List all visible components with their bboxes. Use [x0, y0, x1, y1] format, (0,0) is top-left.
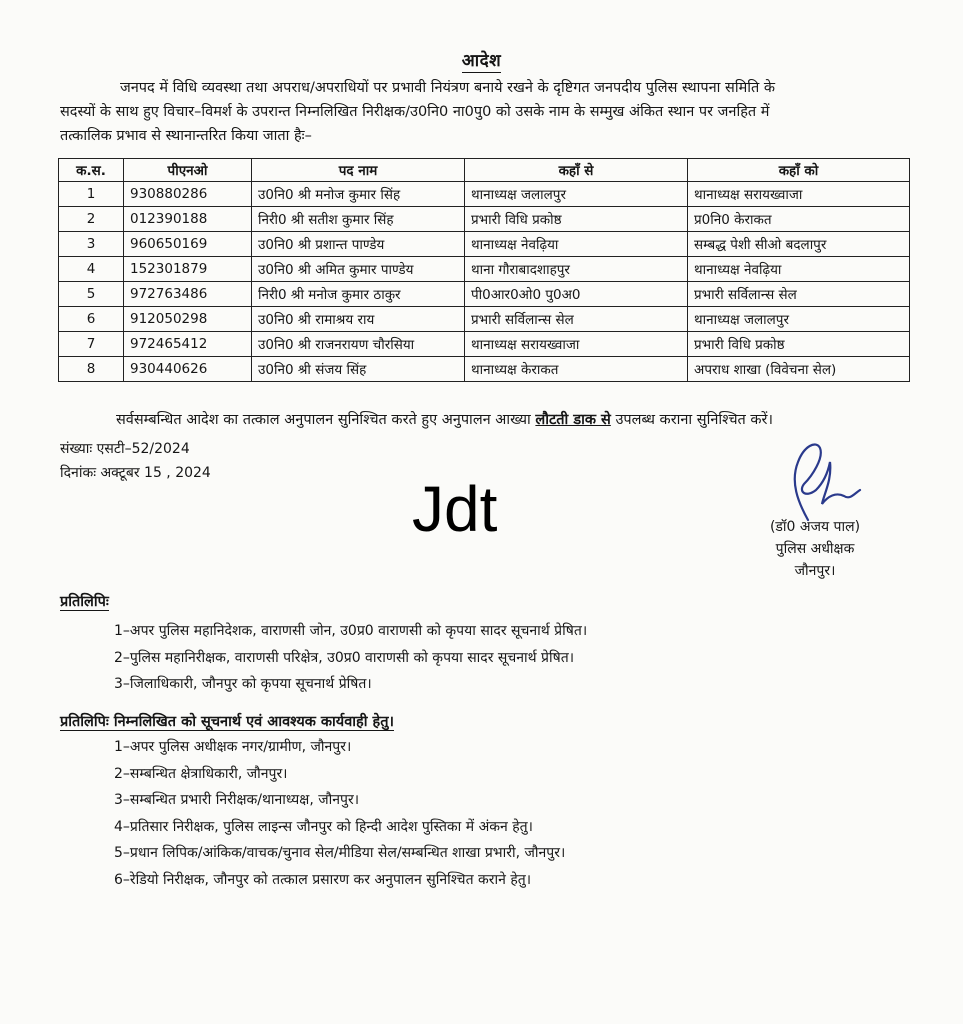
table-row	[59, 357, 910, 382]
table-row	[59, 332, 910, 357]
table-row	[59, 207, 910, 232]
serial-cell: 4	[59, 257, 124, 282]
signatory-designation: पुलिस अधीक्षक	[775, 541, 855, 557]
intro-line: सदस्यों के साथ हुए विचार–विमर्श के उपरान्त निम्नलिखित निरीक्षक/उ0नि0 ना0पु0 को उसके नाम के सम्मुख अंकित स्थान पर जनहित में	[60, 104, 770, 120]
list-item: 5–प्रधान लिपिक/आंकिक/वाचक/चुनाव सेल/मीडिया सेल/सम्बन्धित शाखा प्रभारी, जौनपुर।	[114, 845, 566, 861]
pno-cell: 972763486	[124, 282, 252, 307]
watermark-text: Jdt	[412, 473, 498, 545]
to-cell: अपराध शाखा (विवेचना सेल)	[688, 357, 910, 382]
name-cell: उ0नि0 श्री अमित कुमार पाण्डेय	[252, 257, 465, 282]
to-cell: थानाध्यक्ष सरायख्वाजा	[688, 182, 910, 207]
compliance-instruction	[60, 408, 920, 432]
to-cell: प्रभारी सर्विलान्स सेल	[688, 282, 910, 307]
table-row	[59, 307, 910, 332]
serial-cell: 6	[59, 307, 124, 332]
list-item: 3–सम्बन्धित प्रभारी निरीक्षक/थानाध्यक्ष, जौनपुर।	[114, 792, 360, 808]
list-item: 2–पुलिस महानिरीक्षक, वाराणसी परिक्षेत्र, उ0प्र0 वाराणसी को कृपया सादर सूचनार्थ प्रेषित।	[114, 649, 575, 666]
list-item: 4–प्रतिसार निरीक्षक, पुलिस लाइन्स जौनपुर को हिन्दी आदेश पुस्तिका में अंकन हेतु।	[114, 818, 533, 835]
list-item: 2–सम्बन्धित क्षेत्राधिकारी, जौनपुर।	[114, 765, 288, 782]
pno-cell: 152301879	[124, 257, 252, 282]
name-cell: उ0नि0 श्री राजनरायण चौरसिया	[252, 332, 465, 357]
to-cell: थानाध्यक्ष जलालपुर	[688, 307, 910, 332]
from-cell: प्रभारी सर्विलान्स सेल	[465, 307, 688, 332]
order-title: आदेश	[461, 51, 502, 71]
from-cell: थानाध्यक्ष केराकत	[465, 357, 688, 382]
header-to: कहाँ को	[688, 159, 910, 182]
from-cell: थानाध्यक्ष सरायख्वाजा	[465, 332, 688, 357]
from-cell: प्रभारी विधि प्रकोष्ठ	[465, 207, 688, 232]
name-cell: निरी0 श्री सतीश कुमार सिंह	[252, 207, 465, 232]
signatory-place: जौनपुर।	[794, 563, 836, 579]
name-cell: उ0नि0 श्री मनोज कुमार सिंह	[252, 182, 465, 207]
to-cell: सम्बद्ध पेशी सीओ बदलापुर	[688, 232, 910, 257]
serial-cell: 5	[59, 282, 124, 307]
to-cell: थानाध्यक्ष नेवढ़िया	[688, 257, 910, 282]
reference-number: संख्याः एसटी–52/2024	[60, 441, 190, 457]
header-from: कहाँ से	[465, 159, 688, 182]
list-item: 3–जिलाधिकारी, जौनपुर को कृपया सूचनार्थ प्रेषित।	[114, 676, 372, 692]
table-row	[59, 232, 910, 257]
list-item: 6–रेडियो निरीक्षक, जौनपुर को तत्काल प्रसारण कर अनुपालन सुनिश्चित कराने हेतु।	[114, 871, 532, 888]
serial-cell: 2	[59, 207, 124, 232]
name-cell: उ0नि0 श्री प्रशान्त पाण्डेय	[252, 232, 465, 257]
copy-heading: प्रतिलिपिः	[60, 594, 109, 610]
name-cell: उ0नि0 श्री संजय सिंह	[252, 357, 465, 382]
header-pno: पीएनओ	[124, 159, 252, 182]
copy-action-heading: प्रतिलिपिः निम्नलिखित को सूचनार्थ एवं आवश्यक कार्यवाही हेतु।	[60, 714, 394, 730]
reference-date: दिनांकः अक्टूबर 15 , 2024	[60, 465, 211, 481]
copy-action-list	[114, 734, 565, 893]
serial-cell: 8	[59, 357, 124, 382]
list-item: 1–अपर पुलिस अधीक्षक नगर/ग्रामीण, जौनपुर।	[114, 739, 352, 755]
name-cell: उ0नि0 श्री रामाश्रय राय	[252, 307, 465, 332]
name-cell: निरी0 श्री मनोज कुमार ठाकुर	[252, 282, 465, 307]
from-cell: थाना गौराबादशाहपुर	[465, 257, 688, 282]
from-cell: थानाध्यक्ष जलालपुर	[465, 182, 688, 207]
instruction-emphasis: लौटती डाक से	[535, 412, 611, 428]
pno-cell: 012390188	[124, 207, 252, 232]
signatory-name: (डॉ0 अजय पाल)	[769, 519, 861, 535]
pno-cell: 972465412	[124, 332, 252, 357]
from-cell: थानाध्यक्ष नेवढ़िया	[465, 232, 688, 257]
pno-cell: 912050298	[124, 307, 252, 332]
intro-line: जनपद में विधि व्यवस्था तथा अपराध/अपराधियों पर प्रभावी नियंत्रण बनाये रखने के दृष्टिगत जनपदीय पुलिस स्थापना समिति के	[120, 80, 776, 96]
copy-list	[114, 618, 587, 698]
list-item: 1–अपर पुलिस महानिदेशक, वाराणसी जोन, उ0प्र0 वाराणसी को कृपया सादर सूचनार्थ प्रेषित।	[114, 623, 588, 639]
serial-cell: 3	[59, 232, 124, 257]
serial-cell: 1	[59, 182, 124, 207]
serial-cell: 7	[59, 332, 124, 357]
intro-line: तत्कालिक प्रभाव से स्थानान्तरित किया जाता हैः–	[60, 128, 312, 144]
table-row	[59, 257, 910, 282]
instruction-text: सर्वसम्बन्धित आदेश का तत्काल अनुपालन सुनिश्चित करते हुए अनुपालन आख्या	[116, 412, 536, 428]
signature-stroke	[795, 444, 860, 520]
pno-cell: 960650169	[124, 232, 252, 257]
header-serial: क.स.	[59, 159, 124, 182]
table-header-row	[59, 159, 910, 182]
from-cell: पी0आर0ओ0 पु0अ0	[465, 282, 688, 307]
table-row	[59, 182, 910, 207]
to-cell: प्र0नि0 केराकत	[688, 207, 910, 232]
instruction-text: उपलब्ध कराना सुनिश्चित करें।	[610, 412, 773, 428]
to-cell: प्रभारी विधि प्रकोष्ठ	[688, 332, 910, 357]
intro-paragraph	[60, 76, 918, 148]
transfer-table	[58, 158, 910, 382]
signature-icon	[768, 432, 868, 522]
table-row	[59, 282, 910, 307]
header-designation-name: पद नाम	[252, 159, 465, 182]
signatory-block	[735, 516, 895, 582]
pno-cell: 930880286	[124, 182, 252, 207]
pno-cell: 930440626	[124, 357, 252, 382]
